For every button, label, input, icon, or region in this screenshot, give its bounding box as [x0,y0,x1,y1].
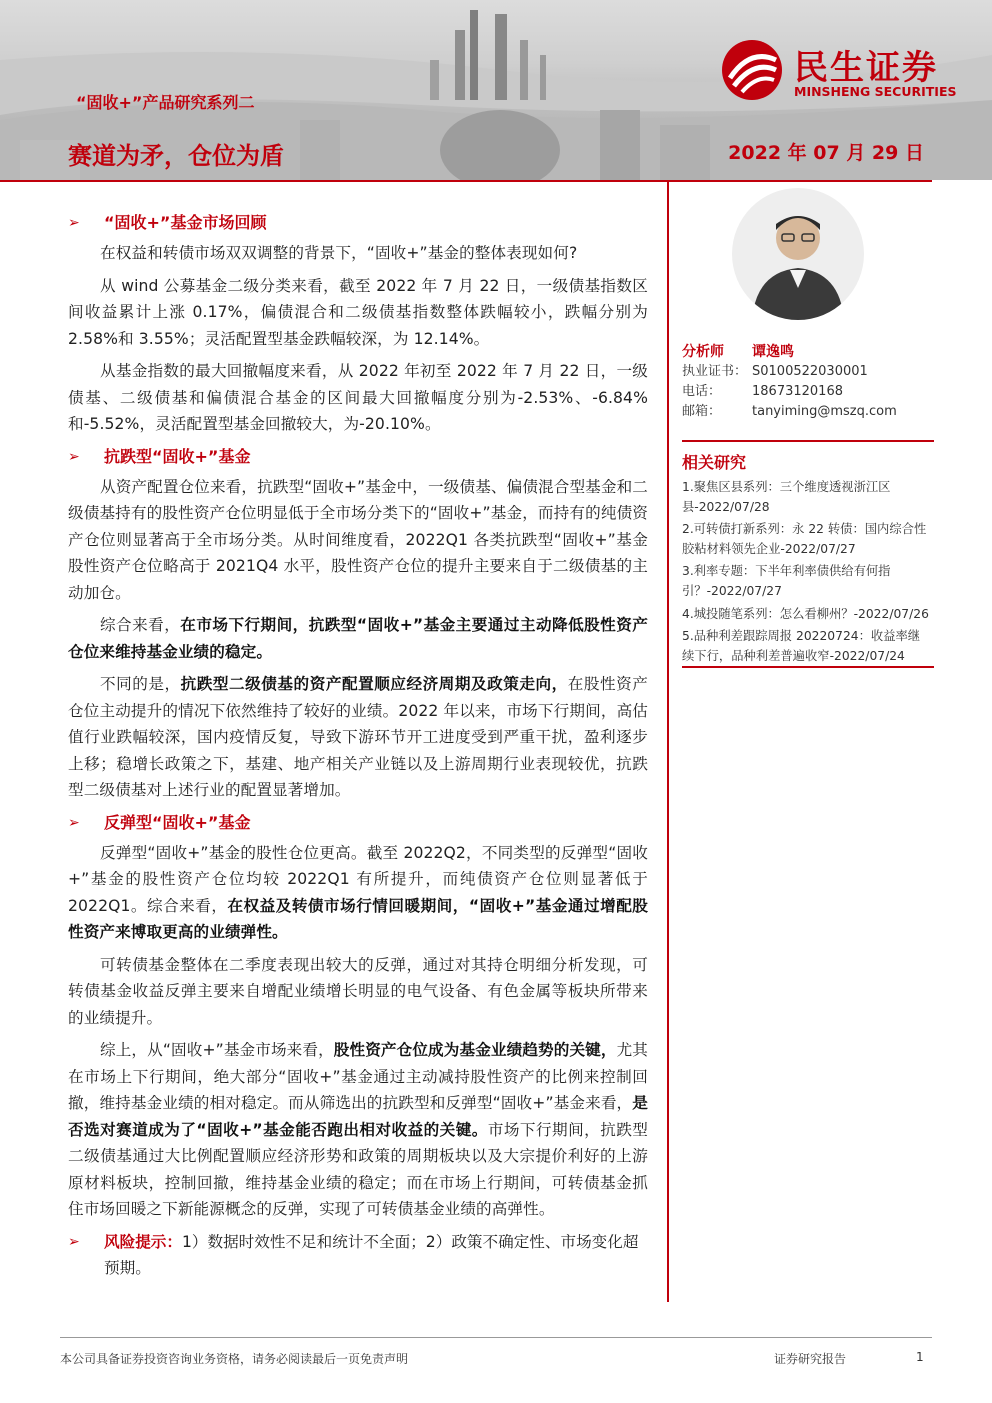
analyst-name-row: 分析师 谭逸鸣 [682,344,794,360]
report-date: 2022 年 07 月 29 日 [728,142,924,164]
header-rule [0,180,932,182]
paragraph: 不同的是，抗跌型二级债基的资产配置顺应经济周期及政策走向，在股性资产仓位主动提升的情况下依然维持了较好的业绩。2022 年以来，市场下行期间，高估值行业跌幅较深，国内疫情反复，导致下游环节开工进度受到严重干扰，盈利逐步上移；稳增长政策之下，基建、地产相关产业链以及上游周期行业表现较优，抗跌型二级债基对上述行业的配置显著增加。 [68,675,648,799]
list-item[interactable]: 3.利率专题：下半年利率债供给有何指引？-2022/07/27 [682,564,891,598]
bullet-arrow-icon: ➢ [68,1233,80,1250]
bullet-arrow-icon: ➢ [68,448,80,465]
page-number: 1 [916,1350,924,1364]
related-research-list [682,478,932,669]
header-banner [0,0,992,180]
risk-label: 风险提示： [104,1232,182,1251]
paragraph: 可转债基金整体在二季度表现出较大的反弹，通过对其持仓明细分析发现，可转债基金收益反弹主要来自增配业绩增长明显的电气设备、有色金属等板块所带来的业绩提升。 [68,955,648,1027]
brand-name-cn: 民生证券 [794,48,938,88]
series-label: “固收+”产品研究系列二 [76,93,255,112]
paragraph: 在权益和转债市场双双调整的背景下，“固收+”基金的整体表现如何? [100,244,578,262]
list-item[interactable]: 1.聚焦区县系列：三个维度透视浙江区县-2022/07/28 [682,480,891,514]
list-item[interactable]: 4.城投随笔系列：怎么看柳州？-2022/07/26 [682,606,929,621]
paragraph: 从资产配置仓位来看，抗跌型“固收+”基金中，一级债基、偏债混合型基金和二级债基持有的股性资产仓位明显低于全市场分类下的“固收+”基金，而持有的纯债资产仓位则显著高于全市场分类。从时间维度看，2022Q1 各类抗跌型“固收+”基金股性资产仓位略高于 2021Q4 水平，股性资产仓位的提升主要来自于二级债基的主动加仓。 [68,477,648,602]
analyst-photo [732,188,864,320]
analyst-cert-row: 执业证书： S0100522030001 [682,364,868,379]
paragraph: 综上，从“固收+”基金市场来看，股性资产仓位成为基金业绩趋势的关键，尤其在市场上下行期间，绝大部分“固收+”基金通过主动减持股性资产的比例来控制回撤，维持基金业绩的相对稳定。而从筛选出的抗跌型和反弹型“固收+”基金来看，是否选对赛道成为了“固收+”基金能否跑出相对收益的关键。市场下行期间，抗跌型二级债基通过大比例配置顺应经济形势和政策的周期板块以及大宗提价利好的上游原材料板块，控制回撤，维持基金业绩的稳定；而在市场上行期间，可转债基金抓住市场回暖之下新能源概念的反弹，实现了可转债基金业绩的高弹性。 [68,1041,648,1218]
related-research-title: 相关研究 [682,453,747,472]
section-heading: ➢ 抗跌型“固收+”基金 [68,444,648,470]
section-heading: ➢ 反弹型“固收+”基金 [68,810,648,836]
risk-warning [68,1229,648,1282]
report-title: 赛道为矛，仓位为盾 [68,142,284,170]
column-divider [667,182,669,1302]
paragraph: 综合来看，在市场下行期间，抗跌型“固收+”基金主要通过主动降低股性资产仓位来维持基金业绩的稳定。 [68,616,648,661]
footer-rule [60,1337,932,1338]
bullet-arrow-icon: ➢ [68,215,80,231]
sidebar-rule [682,666,934,668]
analyst-phone-row: 电话： 18673120168 [682,384,843,399]
sidebar-rule [682,440,934,442]
main-content [68,210,648,1282]
list-item[interactable]: 5.品种利差跟踪周报 20220724：收益率继续下行，品种利差普遍收窄-2022/07/24 [682,629,921,663]
footer-disclaimer: 本公司具备证券投资咨询业务资格，请务必阅读最后一页免责声明 [60,1352,409,1366]
paragraph: 从基金指数的最大回撤幅度来看，从 2022 年初至 2022 年 7 月 22 日，一级债基、二级债基和偏债混合基金的区间最大回撤幅度分别为-2.53%、-6.84%和-5.52%，灵活配置型基金回撤较大，为-20.10%。 [68,362,648,433]
risk-text: 1）数据时效性不足和统计不全面；2）政策不确定性、市场变化超预期。 [104,1232,639,1277]
paragraph: 反弹型“固收+”基金的股性仓位更高。截至 2022Q2，不同类型的反弹型“固收+”基金的股性资产仓位均较 2022Q1 有所提升，而纯债资产仓位则显著低于 2022Q1。综合来看，在权益及转债市场行情回暖期间，“固收+”基金通过增配股性资产来博取更高的业绩弹性。 [68,843,648,941]
brand-name-en: MINSHENG SECURITIES [794,84,957,99]
brand-logo [720,38,970,102]
analyst-email-row[interactable]: 邮箱： tanyiming@mszq.com [682,404,897,419]
list-item[interactable]: 2.可转债打新系列：永 22 转债：国内综合性胶粘材料领先企业-2022/07/27 [682,522,927,556]
footer-doc-type: 证券研究报告 [774,1352,847,1366]
minsheng-logo-icon [720,38,786,102]
section-heading: ➢ “固收+”基金市场回顾 [68,210,648,236]
paragraph: 从 wind 公募基金二级分类来看，截至 2022 年 7 月 22 日，一级债基指数区间收益累计上涨 0.17%，偏债混合和二级债基指数整体跌幅较小，跌幅分别为 2.58%和 3.55%；灵活配置型基金跌幅较深，为 12.14%。 [68,276,648,348]
bullet-arrow-icon: ➢ [68,814,80,831]
